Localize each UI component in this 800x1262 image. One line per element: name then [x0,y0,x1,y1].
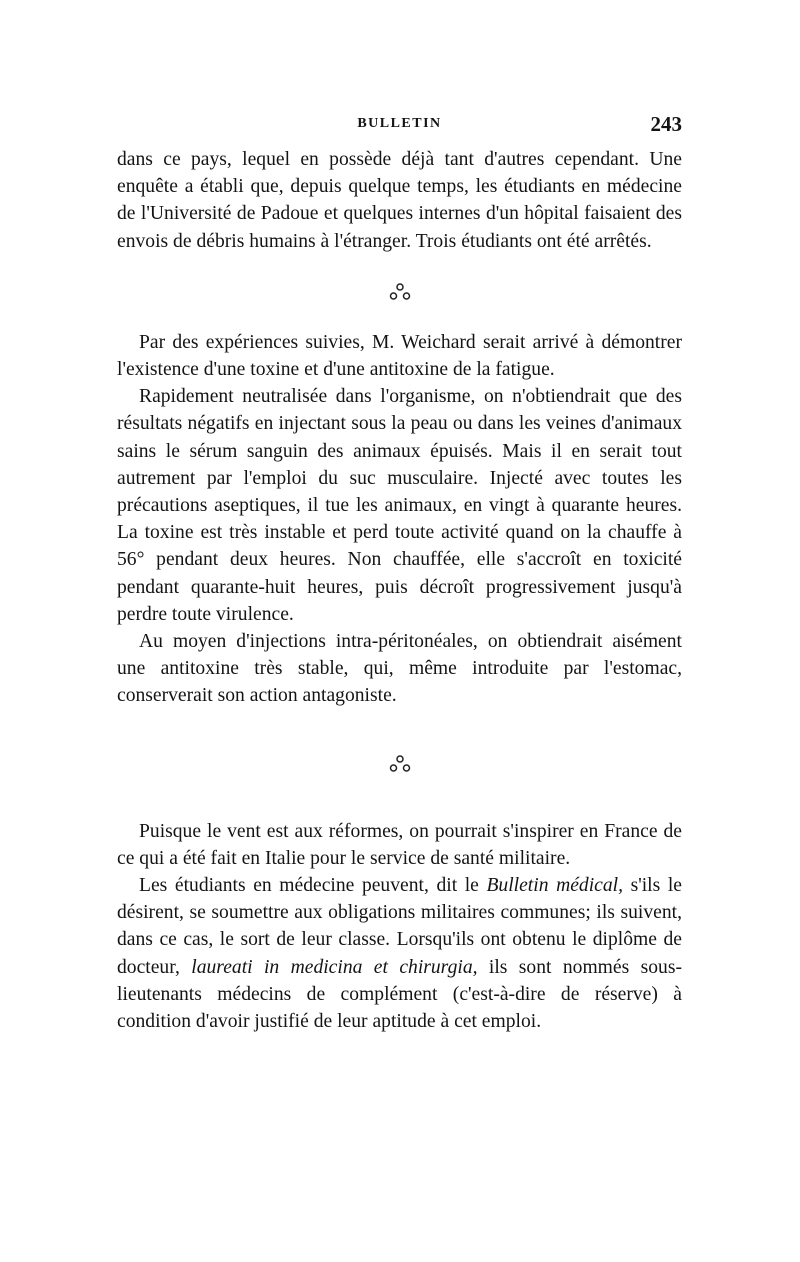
running-title: BULLETIN [357,116,442,131]
paragraph-padoue: dans ce pays, lequel en possède déjà tant d'autres cependant. Une enquête a établi que, depuis quelque temps, les étudiants en médecine de l'Université de Padoue et quelques internes d'un hôpital faisaient des envois de débris humains à l'étranger. Trois étudiants ont été arrêtés. [117,149,682,252]
paragraph-reformes: Puisque le vent est aux réformes, on pourrait s'inspirer en France de ce qui a été fait en Italie pour le service de santé militaire. [117,820,682,869]
page-number: 243 [650,112,682,136]
page-header [117,112,682,142]
section-divider [117,710,682,818]
three-circle-asterism-icon [389,754,411,774]
three-circle-asterism-icon [389,282,411,302]
text-run: s'ils le désirent, se soumettre aux obligations militaires communes; ils suivent, dans ce cas, le sort de leur classe. Lorsqu'ils ont obtenu le diplôme de docteur, [117,875,682,978]
section-divider [117,255,682,329]
text-run: ils sont nommés sous-lieutenants médecins de complément (c'est-à-dire de réserve) à condition d'avoir justifié de leur aptitude à cet emploi. [117,956,682,1033]
body-text [117,146,682,1035]
paragraph-etudiants-italie [117,872,682,1035]
paragraph-antitoxine: Au moyen d'injections intra-péritonéales, on obtiendrait aisément une antitoxine très stable, qui, même introduite par l'estomac, conserverait son action antagoniste. [117,631,682,707]
italic-latin-phrase: laureati in medicina et chirurgia, [191,956,478,978]
paragraph-weichard: Par des expériences suivies, M. Weichard serait arrivé à démontrer l'existence d'une toxine et d'une antitoxine de la fatigue. [117,331,682,381]
italic-journal-title: Bulletin médical, [486,875,623,897]
text-run: Les étudiants en médecine peuvent, dit le [139,875,487,897]
paragraph-toxine: Rapidement neutralisée dans l'organisme, on n'obtiendrait que des résultats négatifs en injectant sous la peau ou dans les veines d'animaux sains le sérum sanguin des animaux épuisés. Mais il en serait tout autrement par l'emploi du suc musculaire. Injecté avec toutes les précautions aseptiques, il tue les animaux, en vingt à quarante heures. La toxine est très instable et perd toute activité quand on la chauffe à 56° pendant deux heures. Non chauffée, elle s'accroît en toxicité pendant quarante-huit heures, puis décroît progressivement jusqu'à perdre toute virulence. [117,386,682,625]
